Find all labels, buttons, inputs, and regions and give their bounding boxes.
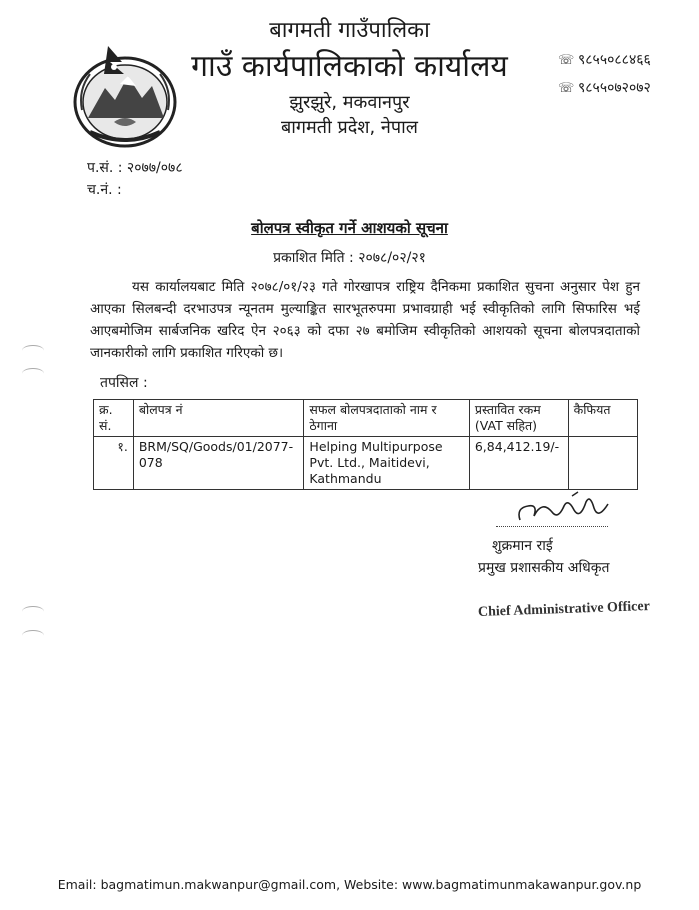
office-name: गाउँ कार्यपालिकाको कार्यालय [191,49,508,84]
signature-scribble [512,490,622,530]
header-bidder: सफल बोलपत्रदाताको नाम र ठेगाना [304,400,469,437]
punch-mark [22,345,44,356]
footer-contact: Email: bagmatimun.makwanpur@gmail.com, Website: www.bagmatimunmakawanpur.gov.np [57,877,642,892]
officer-stamp: Chief Administrative Officer [477,599,651,620]
signer-name: शुक्रमान राई [492,538,553,554]
phone-number: ९८५५०८८४६६ [578,52,651,68]
award-table [93,399,638,490]
header-serial: क्र. सं. [94,400,134,437]
header-remarks: कैफियत [568,400,637,437]
table-header-row [94,400,638,437]
cell-remarks [568,437,637,490]
cell-bidder: Helping Multipurpose Pvt. Ltd., Maitidevi, Kathmandu [304,437,469,490]
signer-title: प्रमुख प्रशासकीय अधिकृत [478,560,610,576]
signature-line [496,526,608,527]
cell-amount: 6,84,412.19/- [469,437,568,490]
dispatch-number: च.नं. : [87,182,122,198]
punch-mark [22,368,44,379]
cell-bid-number: BRM/SQ/Goods/01/2077-078 [133,437,304,490]
phone-number: ९८५५०७२०७२ [578,80,651,96]
phone-icon: ☏ [558,53,575,68]
office-address: झुरझुरे, मकवानपुर [289,92,410,113]
details-label: तपसिल : [100,375,148,391]
notice-subject: बोलपत्र स्वीकृत गर्ने आशयको सूचना [251,219,448,237]
office-province: बागमती प्रदेश, नेपाल [280,117,419,138]
published-date: प्रकाशित मिति : २०७८/०२/२१ [273,250,426,266]
notice-body: यस कार्यालयबाट मिति २०७८/०१/२३ गते गोरखापत्र राष्ट्रिय दैनिकमा प्रकाशित सुचना अनुसार पेश हुन आएका सिलबन्दी दरभाउपत्र न्यूनतम मुल्याङ्कित सारभूतरुपमा प्रभावग्राही भई स्वीकृतिको लागि सिफारिस भई आएबमोजिम सार्बजनिक खरिद ऐन २०६३ को दफा २७ बमोजिम स्वीकृतिको आशयको सूचना बोलपत्रदाताको जानकारीको लागि प्रकाशित गरिएको छ। [90,279,640,361]
phone-icon: ☏ [558,81,575,96]
municipality-name: बागमती गाउँपालिका [269,18,430,43]
table-row [94,437,638,490]
phone-line [558,50,651,69]
punch-mark [22,630,44,641]
phone-line [558,78,651,97]
reference-number: प.सं. : २०७७/०७८ [87,160,183,176]
cell-serial: १. [94,437,134,490]
header-bid-number: बोलपत्र नं [133,400,304,437]
header-amount: प्रस्तावित रकम (VAT सहित) [469,400,568,437]
punch-mark [22,606,44,617]
